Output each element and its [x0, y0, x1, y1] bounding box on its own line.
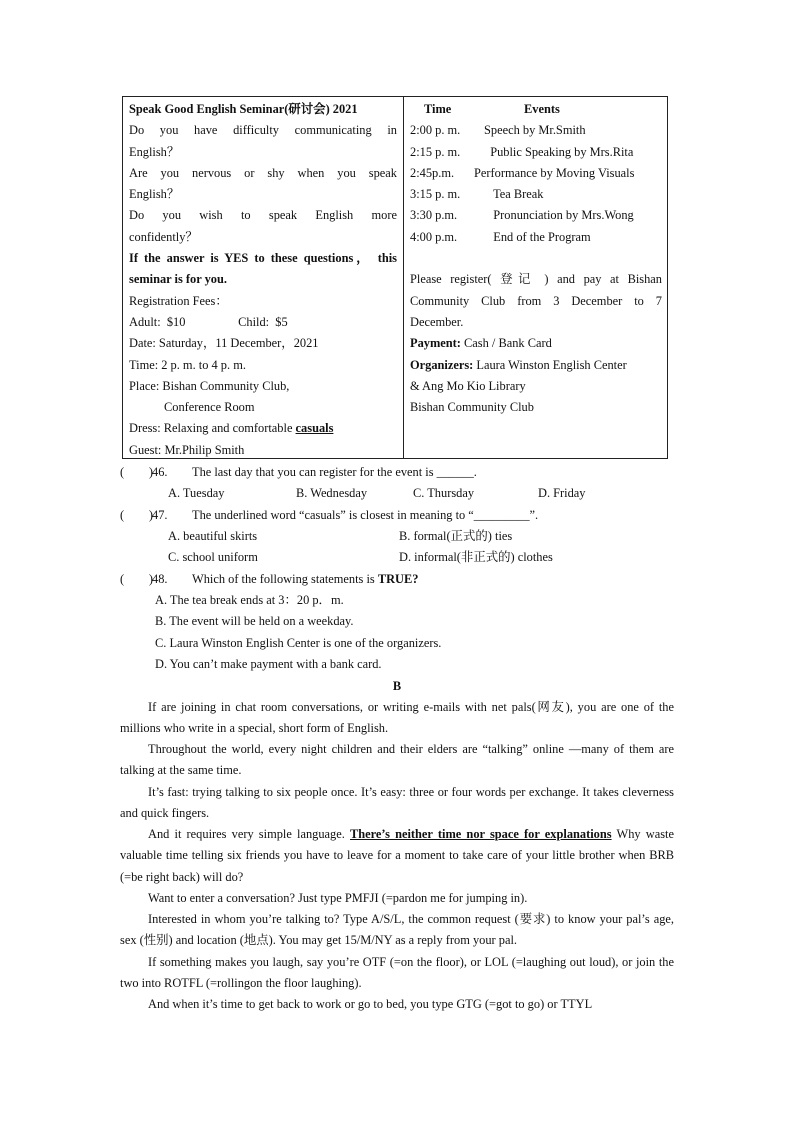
notice-line: Are you nervous or shy when you speak	[129, 165, 397, 180]
notice-line: Do you wish to speak English more	[129, 208, 397, 223]
event-name: Speech by Mr.Smith	[484, 123, 586, 138]
event-row	[410, 205, 662, 226]
event-name: Performance by Moving Visuals	[474, 165, 635, 180]
option-a: A. beautiful skirts	[168, 529, 258, 543]
blank-line	[410, 248, 662, 269]
question-text-bold: TRUE?	[377, 572, 419, 586]
payment-label: Payment:	[410, 336, 461, 351]
answer-blank[interactable]: ( )	[120, 508, 154, 522]
question-text: The underlined word “casuals” is closest in meaning to “_________”.	[192, 508, 539, 522]
notice-left-column	[129, 99, 397, 461]
passage-paragraph: Want to enter a conversation? Just type PMFJI (=pardon me for jumping in).	[148, 891, 528, 905]
event-row	[410, 163, 662, 184]
event-name: End of the Program	[484, 229, 591, 244]
passage-text: And it requires very simple language.	[148, 827, 350, 841]
passage-text: Why waste valuable time telling six friends you have to leave for a moment to take care of your little brother when BRB (=be right back) will do?	[120, 827, 674, 884]
passage-paragraph: If something makes you laugh, say you’re OTF (=on the floor), or LOL (=laughing out loud), or join the two into ROTFL (=rollingon the floor laughing).	[120, 955, 674, 991]
question-text: The last day that you can register for the event is ______.	[192, 465, 477, 479]
notice-line: Time: 2 p. m. to 4 p. m.	[129, 357, 246, 372]
dress-prefix: Dress: Relaxing and comfortable	[129, 421, 296, 436]
payment-line	[410, 333, 662, 354]
underlined-sentence: There’s neither time nor space for explanations	[350, 827, 612, 841]
passage-paragraph: And when it’s time to get back to work or go to bed, you type GTG (=got to go) or TTYL	[148, 997, 593, 1011]
answer-blank[interactable]: ( )	[120, 572, 154, 586]
option-d: D. informal(非正式的) clothes	[399, 550, 553, 564]
notice-line: confidently？	[129, 229, 198, 244]
event-time: 2:00 p. m.	[410, 123, 461, 138]
option-c: C. school uniform	[168, 550, 258, 564]
notice-line: If the answer is YES to these questions， this	[129, 251, 397, 266]
time-header: Time	[424, 102, 452, 116]
notice-line: Do you have difficulty communicating in	[129, 123, 397, 138]
question-47	[120, 505, 538, 526]
guest-line: Guest: Mr.Philip Smith	[129, 442, 245, 457]
option-d: D. Friday	[538, 486, 586, 500]
event-name: Public Speaking by Mrs.Rita	[484, 144, 634, 159]
passage-paragraph: If are joining in chat room conversations, or writing e-mails with net pals(网友), you are one of the millions who write in a special, short form of English.	[120, 700, 674, 736]
option-b: B. formal(正式的) ties	[399, 529, 513, 543]
notice-line: seminar is for you.	[129, 272, 227, 287]
notice-line: Conference Room	[164, 400, 255, 415]
notice-line: Place: Bishan Community Club,	[129, 378, 290, 393]
passage-paragraph: Throughout the world, every night children and their elders are “talking” online —many of them are talking at the same time.	[120, 742, 674, 778]
event-time: 2:45p.m.	[410, 165, 455, 180]
register-line: Community Club from 3 December to 7	[410, 293, 662, 308]
organizers-line	[410, 355, 662, 376]
notice-line: English？	[129, 144, 180, 159]
event-row	[410, 120, 662, 141]
option-b: B. The event will be held on a weekday.	[155, 614, 354, 628]
event-time: 3:30 p.m.	[410, 208, 458, 223]
passage-paragraph: Interested in whom you’re talking to? Type A/S/L, the common request (要求) to know your pal’s age, sex (性别) and location (地点). You may get 15/M/NY as a reply from your pal.	[120, 912, 674, 948]
event-time: 4:00 p.m.	[410, 229, 458, 244]
dress-line	[129, 418, 397, 439]
question-text: Which of the following statements is	[192, 572, 378, 586]
option-c: C. Laura Winston English Center is one of the organizers.	[155, 636, 442, 650]
option-a: A. Tuesday	[168, 486, 225, 500]
event-name: Pronunciation by Mrs.Wong	[484, 208, 634, 223]
option-b: B. Wednesday	[296, 486, 368, 500]
notice-right-column	[410, 99, 662, 418]
option-d: D. You can’t make payment with a bank card.	[155, 657, 382, 671]
events-header	[410, 99, 662, 120]
underlined-casuals: casuals	[295, 421, 334, 436]
event-time: 2:15 p. m.	[410, 144, 461, 159]
notice-line: Adult: $10 Child: $5	[129, 314, 288, 329]
question-48	[120, 569, 418, 590]
event-row	[410, 142, 662, 163]
register-line: Please register( 登记 ) and pay at Bishan	[410, 272, 662, 287]
seminar-notice-table	[122, 96, 668, 459]
event-row	[410, 184, 662, 205]
event-row	[410, 227, 662, 248]
organizers-line-2: & Ang Mo Kio Library	[410, 378, 526, 393]
notice-line: Registration Fees：	[129, 293, 228, 308]
organizers-line-3: Bishan Community Club	[410, 400, 534, 415]
register-line: December.	[410, 314, 464, 329]
table-divider	[403, 97, 404, 458]
organizers-label: Organizers:	[410, 357, 474, 372]
events-header-label: Events	[524, 102, 560, 116]
passage-paragraph: It’s fast: trying talking to six people once. It’s easy: three or four words per exchange. It takes cleverness and quick fingers.	[120, 785, 674, 821]
option-c: C. Thursday	[413, 486, 475, 500]
event-time: 3:15 p. m.	[410, 187, 461, 202]
notice-line: Date: Saturday，11 December，2021	[129, 336, 319, 351]
question-46	[120, 462, 477, 483]
passage-paragraph	[120, 824, 674, 888]
payment-value: Cash / Bank Card	[460, 336, 552, 351]
question-number: 46.	[152, 465, 168, 479]
answer-blank[interactable]: ( )	[120, 465, 154, 479]
organizers-value: Laura Winston English Center	[473, 357, 627, 372]
notice-line: English？	[129, 187, 180, 202]
notice-line: Speak Good English Seminar(研讨会) 2021	[129, 102, 358, 116]
question-number: 47.	[152, 508, 168, 522]
event-name: Tea Break	[484, 187, 544, 202]
section-heading-b: B	[392, 679, 402, 693]
question-number: 48.	[152, 572, 168, 586]
option-a: A. The tea break ends at 3：20 p．m.	[155, 593, 344, 607]
